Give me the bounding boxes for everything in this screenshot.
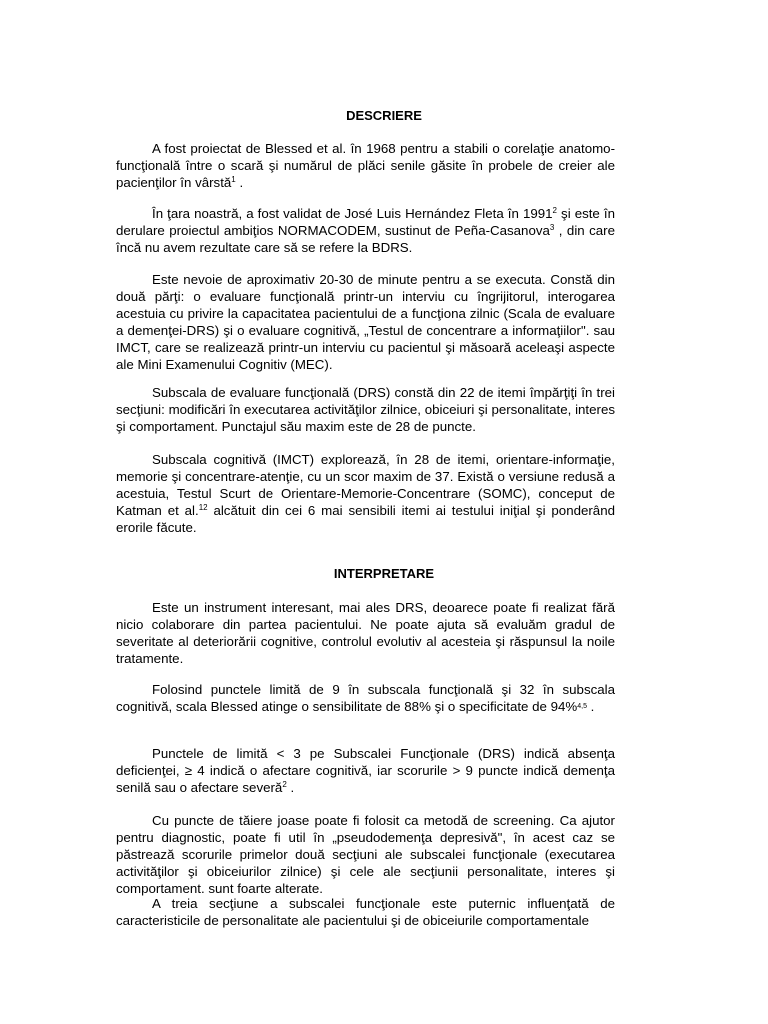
paragraph: În ţara noastră, a fost validat de José Luis Hernández Fleta în 1991$^2$ şi este în derulare proiectul ambiţios NORMACODEM, sustinut de Peña-Casanova$^3$ , din care încă nu avem rezultate care să se refere la BDRS. — [116, 206, 615, 255]
paragraph: Este nevoie de aproximativ 20-30 de minute pentru a se executa. Constă din două părţi: o evaluare funcţională printr-un interviu cu îngrijitorul, interogarea acestuia cu privire la capacitatea pacientului de a funcţiona zilnic (Scala de evaluare a demenţei-DRS) şi o evaluare cognitivă, „Testul de concentrare a informaţiilor". sau IMCT, care se realizează printr-un interviu cu pacientul şi măsoară aceleaşi aspecte ale Mini Examenului Cognitiv (MEC). — [116, 272, 615, 372]
footnote-ref: 2 — [552, 206, 557, 215]
footnote-ref: 2 — [282, 780, 287, 789]
paragraph: Cu puncte de tăiere joase poate fi folosit ca metodă de screening. Ca ajutor pentru diagnostic, poate fi util în „pseudodemenţa depresivă", în acest caz se păstrează scorurile primelor două secţiuni ale subscalei funcţionale (executarea activităţilor şi obiceiurilor zilnice) şi cele ale secţiunii personalitate, interes şi comportament. sunt foarte alterate. — [116, 813, 615, 896]
paragraph: A fost proiectat de Blessed et al. în 1968 pentru a stabili o corelaţie anatomo-funcţională între o scară şi numărul de plăci senile găsite în probele de creier ale pacienţilor în vârstă$^1$ . — [116, 141, 615, 190]
footnote-ref: 4,5 — [577, 703, 587, 710]
heading-descriere: DESCRIERE — [346, 108, 422, 123]
footnote-ref: 1 — [231, 175, 236, 184]
paragraph: Subscala cognitivă (IMCT) explorează, în 28 de itemi, orientare-informaţie, memorie şi concentrare-atenţie, cu un scor maxim de 37. Există o versiune redusă a acestuia, Testul Scurt de Orientare-Memorie-Concentrare (SOMC), conceput de Katman et al.$^{12}$ alcătuit din cei 6 mai sensibili itemi ai testului iniţial şi ponderând erorile făcute. — [116, 452, 615, 535]
paragraph: A treia secţiune a subscalei funcţionale este puternic influenţată de caracteristicile de personalitate ale pacientului şi de obiceiurile comportamentale — [116, 896, 615, 928]
heading-interpretare: INTERPRETARE — [333, 566, 435, 581]
footnote-ref: 3 — [549, 223, 555, 232]
paragraph: Subscala de evaluare funcţională (DRS) constă din 22 de itemi împărţiţi în trei secţiuni: modificări în executarea activităţilor zilnice, obiceiuri şi personalitate, interes şi comportament. Punctajul său maxim este de 28 de puncte. — [116, 385, 615, 434]
paragraph: Folosind punctele limită de 9 în subscala funcţională şi 32 în subscala cognitivă, scala Blessed atinge o sensibilitate de 88% şi o specificitate de 94%$^{4,5}$ . — [116, 682, 615, 714]
paragraph: Este un instrument interesant, mai ales DRS, deoarece poate fi realizat fără nicio colaborare din partea pacientului. Ne poate ajuta să evaluăm gradul de severitate al deteriorării cognitive, controlul evolutiv al acesteia şi răspunsul la noile tratamente. — [116, 600, 615, 666]
paragraph: Punctele de limită < 3 pe Subscalei Funcţionale (DRS) indică absenţa deficienţei, ≥ 4 indică o afectare cognitivă, iar scorurile > 9 puncte indică demenţa senilă sau o afectare severă$^2$ . — [116, 746, 615, 795]
footnote-ref: 12 — [198, 503, 208, 512]
